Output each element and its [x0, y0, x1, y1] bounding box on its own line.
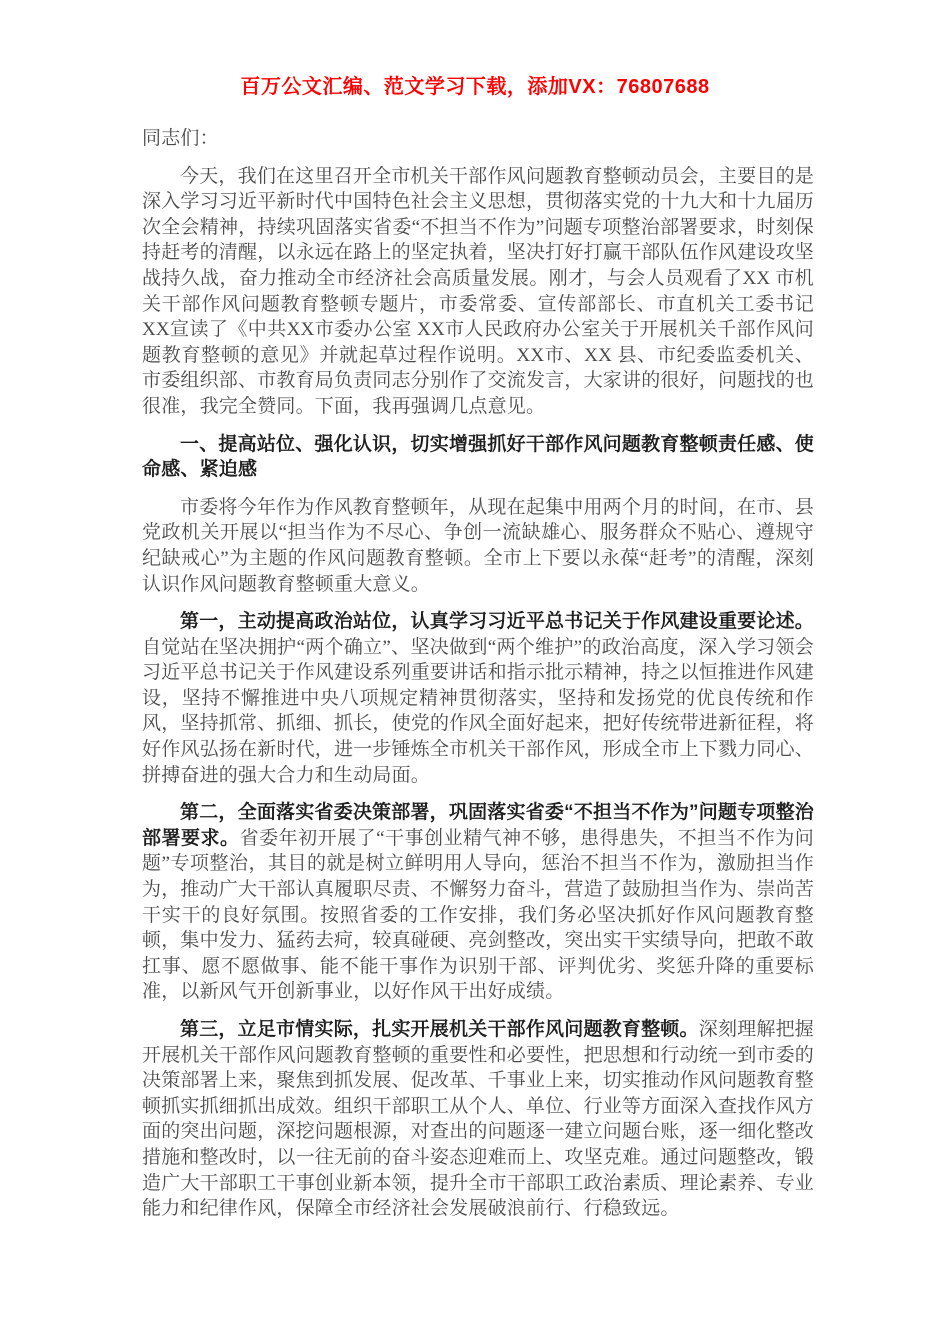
point-3-lead: 第三，立足市情实际，扎实开展机关干部作风问题教育整顿。: [180, 1019, 699, 1040]
paragraph-point-3: [142, 1017, 814, 1222]
paragraph-point-1: [142, 609, 814, 788]
paragraph-point-2: [142, 800, 814, 1005]
point-2-lead: 第二，全面落实省委决策部署，巩固落实省委“不担当不作为”问题专项整治部署要求。: [142, 802, 814, 849]
point-1-lead: 第一，主动提高政治站位，认真学习习近平总书记关于作风建设重要论述。: [180, 611, 814, 633]
document-body: [142, 126, 814, 1234]
paragraph-overview-text: 市委将今年作为作风教育整顿年，从现在起集中用两个月的时间，在市、县党政机关开展以“担当作为不尽心、争创一流缺雄心、服务群众不贴心、遵规守纪缺戒心”为主题的作风问题教育整顿。全市上下要以永葆“赶考”的清醒，深刻认识作风问题教育整顿重大意义。: [142, 496, 814, 595]
promo-banner-text: 百万公文汇编、范文学习下载，添加VX：76807688: [240, 76, 710, 98]
paragraph-intro-text: 今天，我们在这里召开全市机关干部作风问题教育整顿动员会，主要目的是深入学习习近平新时代中国特色社会主义思想，贯彻落实党的十九大和十九届历次全会精神，持续巩固落实省委“不担当不作为”问题专项整治部署要求，时刻保持赶考的清醒，以永远在路上的坚定执着，坚决打好打赢干部队伍作风建设攻坚战持久战，奋力推动全市经济社会高质量发展。刚才，与会人员观看了XX 市机关干部作风问题教育整顿专题片，市委常委、宣传部部长、市直机关工委书记 XX宣读了《中共XX市委办公室 XX市人民政府办公室关于开展机关千部作风问题教育整顿的意见》并就起草过程作说明。XX市、XX 县、市纪委监委机关、市委组织部、市教育局负责同志分别作了交流发言，大家讲的很好，问题找的也很准，我完全赞同。下面，我再强调几点意见。: [142, 165, 815, 417]
paragraph-overview: [142, 495, 814, 597]
point-1-body: 自觉站在坚决拥护“两个确立”、坚决做到“两个维护”的政治高度，深入学习领会习近平总书记关于作风建设系列重要讲话和指示批示精神，持之以恒推进作风建设，坚持不懈推进中央八项规定精神贯彻落实，坚持和发扬党的优良传统和作风，坚持抓常、抓细、抓长，使党的作风全面好起来，把好传统带进新征程，将好作风弘扬在新时代，进一步锤炼全市机关干部作风，形成全市上下戮力同心、拼搏奋进的强大合力和生动局面。: [142, 636, 815, 786]
salutation: 同志们：: [142, 128, 219, 149]
section-heading-1: 一、提高站位、强化认识，切实增强抓好干部作风问题教育整顿责任感、使命感、紧迫感: [142, 433, 814, 481]
point-3-body: 深刻理解把握开展机关干部作风问题教育整顿的重要性和必要性，把思想和行动统一到市委的决策部署上来，聚焦到抓发展、促改革、千事业上来，切实推动作风问题教育整顿抓实抓细抓出成效。组织干部职工从个人、单位、行业等方面深入查找作风方面的突出问题，深挖问题根源，对查出的问题逐一建立问题台账，逐一细化整改措施和整改时，以一往无前的奋斗姿态迎难而上、攻坚克难。通过问题整改，锻造广大干部职工干事创业新本领，提升全市干部职工政治素质、理论素养、专业能力和纪律作风，保障全市经济社会发展破浪前行、行稳致远。: [142, 1019, 815, 1220]
paragraph-intro: [142, 164, 814, 420]
point-2-body: 省委年初开展了“干事创业精气神不够，患得患失，不担当不作为问题”专项整治，其目的就是树立鲜明用人导向，惩治不担当不作为，激励担当作为，推动广大干部认真履职尽责、不懈努力奋斗，营造了鼓励担当作为、崇尚苦干实干的良好氛围。按照省委的工作安排，我们务必坚决抓好作风问题教育整顿，集中发力、猛药去疴，较真碰硬、亮剑整改，突出实干实绩导向，把敢不敢扛事、愿不愿做事、能不能干事作为识别干部、评判优劣、奖惩升降的重要标准，以新风气开创新事业，以好作风干出好成绩。: [142, 827, 815, 1003]
